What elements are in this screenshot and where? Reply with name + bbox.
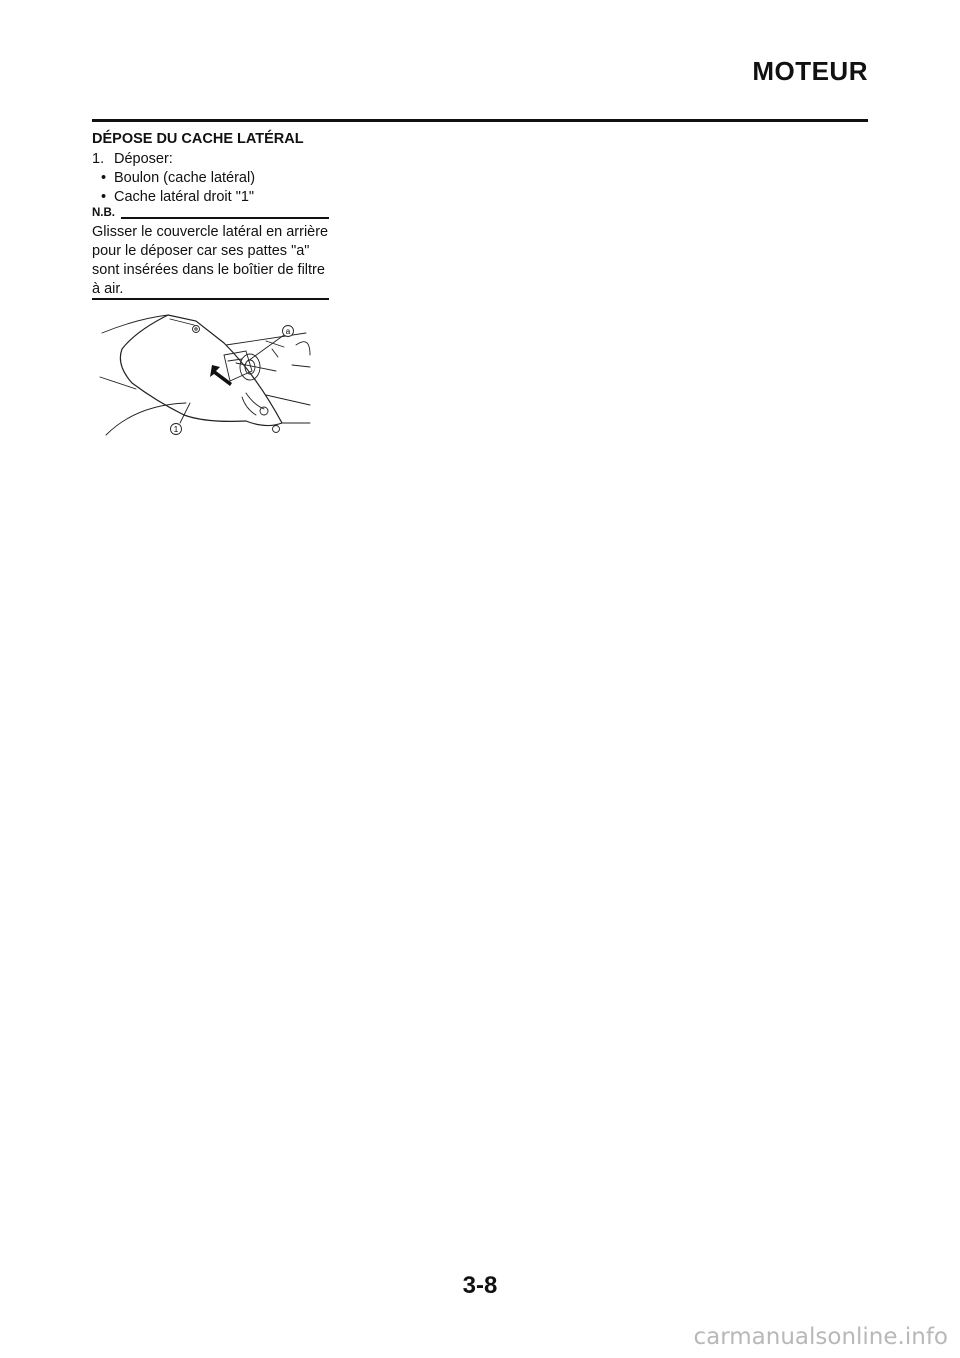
note-bottom-rule xyxy=(92,298,329,300)
step-1 xyxy=(92,151,173,167)
note-label: N.B. xyxy=(92,207,115,219)
callout-1-label: 1 xyxy=(173,425,179,434)
note-text: Glisser le couvercle latéral en arrière pour le déposer car ses pattes "a" sont insérées dans le boîtier de filtre à air. xyxy=(92,224,329,297)
list-item: • Boulon (cache latéral) xyxy=(101,169,255,188)
side-cover-illustration xyxy=(96,305,316,447)
removal-parts-list xyxy=(101,169,255,207)
page-number: 3-8 xyxy=(462,1272,498,1299)
watermark: carmanualsonline.info xyxy=(693,1324,948,1350)
note-top-rule xyxy=(121,217,329,219)
header-rule xyxy=(92,119,868,122)
callout-a-label: a xyxy=(285,327,291,336)
step-text: Déposer: xyxy=(114,151,173,167)
step-number: 1. xyxy=(92,151,105,167)
section-title: DÉPOSE DU CACHE LATÉRAL xyxy=(92,131,304,147)
list-item: • Cache latéral droit "1" xyxy=(101,188,255,207)
chapter-title: MOTEUR xyxy=(752,56,868,86)
